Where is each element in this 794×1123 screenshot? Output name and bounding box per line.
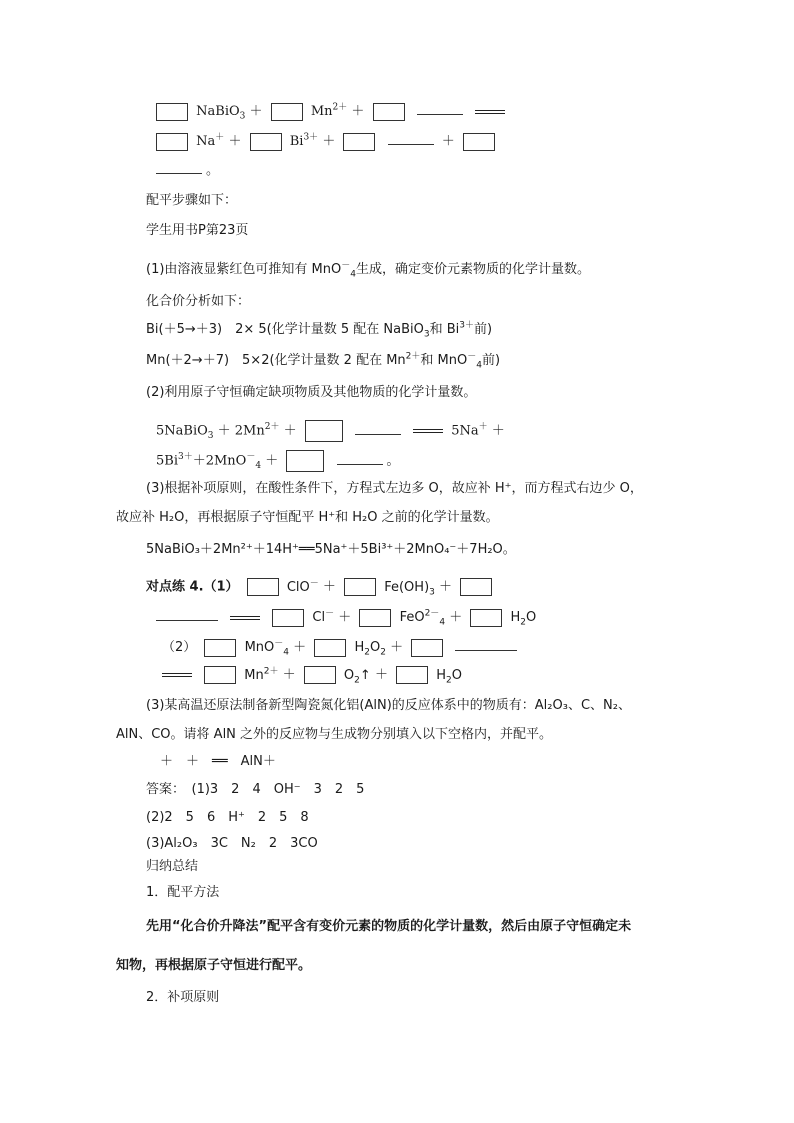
fill-blank[interactable]: [355, 421, 401, 435]
answer-box[interactable]: [305, 420, 343, 442]
fill-blank[interactable]: [156, 160, 202, 174]
summary-para1-line1: 先用“化合价升降法”配平含有变价元素的物质的化学计量数，然后由原子守恒确定未: [146, 919, 632, 934]
answer-box[interactable]: [463, 133, 495, 151]
formula-mn: $Mn^{2+}$: [310, 102, 348, 119]
plus-sign: ＋: [249, 104, 263, 119]
bi-analysis: Bi(＋5→＋3) 2× 5(化学计量数 5 配在 NaBiO$_3$和 $Bi^{3+}$前): [146, 320, 493, 340]
step3-line1: (3)根据补项原则，在酸性条件下，方程式左边多 O，故应补 H⁺，而方程式右边少 O，: [146, 481, 643, 496]
answer-box[interactable]: [304, 666, 336, 684]
answer-box[interactable]: [314, 639, 346, 657]
summary-item2: 2．补项原则: [146, 990, 220, 1005]
step3-line2: 故应补 H₂O，再根据原子守恒配平 H⁺和 H₂O 之前的化学计量数。: [116, 510, 499, 525]
fill-blank[interactable]: [388, 131, 434, 145]
formula-na: Na＋: [196, 132, 225, 149]
answer-box[interactable]: [204, 639, 236, 657]
answer-box[interactable]: [470, 609, 502, 627]
eq1-row1: [156, 101, 509, 121]
steps-heading: 配平步骤如下：: [146, 193, 238, 208]
practice-q1-row1: 对点练 4.（1） $ClO^- + Fe(OH)_3$ ＋: [146, 578, 496, 597]
answer-box[interactable]: [373, 103, 405, 121]
eq1-row3: [156, 160, 219, 180]
formula-bi: $Bi^{3+}$: [289, 132, 319, 149]
practice-q3-line2: AlN、CO。请将 AlN 之外的反应物与生成物分别填入以下空格内，并配平。: [116, 727, 553, 742]
answers-line2: (2)2 5 6 H⁺ 2 5 8: [146, 810, 309, 825]
summary-para1-line2: 知物，再根据原子守恒进行配平。: [116, 958, 312, 973]
eq2-row2: $5Bi^{3+}+2MnO^-_4$ ＋ 。: [156, 450, 400, 472]
final-equation: 5NaBiO₃＋2Mn²⁺＋14H⁺══5Na⁺＋5Bi³⁺＋2MnO₄⁻＋7H₂O。: [146, 542, 516, 557]
equals-sign: [413, 427, 443, 435]
answer-box[interactable]: [250, 133, 282, 151]
answer-box[interactable]: [272, 609, 304, 627]
period: 。: [206, 163, 220, 178]
answer-box[interactable]: [204, 666, 236, 684]
answers-line3: (3)Al₂O₃ 3C N₂ 2 3CO: [146, 836, 318, 851]
answer-box[interactable]: [460, 578, 492, 596]
equals-sign: [475, 108, 505, 116]
plus-sign: ＋: [351, 104, 365, 119]
plus-sign: ＋: [228, 134, 242, 149]
analysis-heading: 化合价分析如下：: [146, 294, 251, 309]
summary-item1: 1．配平方法: [146, 885, 220, 900]
answer-box[interactable]: [271, 103, 303, 121]
plus-sign: ＋: [322, 134, 336, 149]
fill-blank[interactable]: [455, 637, 517, 651]
answer-box[interactable]: [156, 103, 188, 121]
step1-text: (1)由溶液显紫红色可推知有 MnO－$_4$生成，确定变价元素物质的化学计量数。: [146, 260, 591, 280]
answer-box[interactable]: [156, 133, 188, 151]
equals-sign: [162, 671, 192, 679]
fill-blank[interactable]: [156, 607, 218, 621]
plus-sign: ＋: [441, 134, 455, 149]
equals-sign: [230, 614, 260, 622]
practice-q2-row2: $Mn^{2+}$ ＋ $O_2↑ + H_2O$: [162, 666, 462, 685]
summary-heading: 归纳总结: [146, 859, 199, 874]
answer-box[interactable]: [247, 578, 279, 596]
answer-box[interactable]: [343, 133, 375, 151]
student-book-ref: 学生用书P第23页: [146, 223, 249, 238]
answer-box[interactable]: [286, 450, 324, 472]
practice-q1-row2: $Cl^- + FeO^{2-}_4 + H_2O$: [156, 607, 536, 627]
fill-blank[interactable]: [417, 101, 463, 115]
step2-text: (2)利用原子守恒确定缺项物质及其他物质的化学计量数。: [146, 385, 477, 400]
answer-box[interactable]: [411, 639, 443, 657]
answer-box[interactable]: [396, 666, 428, 684]
answer-box[interactable]: [344, 578, 376, 596]
answer-box[interactable]: [359, 609, 391, 627]
mn-analysis: Mn(＋2→＋7) 5×2(化学计量数 2 配在 $Mn^{2+}$和 MnO－$_4$前): [146, 351, 501, 371]
formula-nabio3: NaBiO$_3$: [196, 104, 246, 122]
answers-line1: 答案： (1)3 2 4 OH⁻ 3 2 5: [146, 782, 365, 797]
eq2-row1: 5NaBiO$_3$ ＋ $2Mn^{2+}$ ＋ 5Na＋ ＋: [156, 420, 505, 442]
eq1-row2: [156, 131, 499, 151]
practice-q2-row1: （2） $MnO^-_4 + H_2O_2$ ＋: [162, 637, 521, 657]
fill-blank[interactable]: [337, 451, 383, 465]
practice-q3-template: ＋ ＋ ══ AlN＋: [160, 754, 276, 769]
practice-q3-line1: (3)某高温还原法制备新型陶瓷氮化铝(AlN)的反应体系中的物质有：Al₂O₃、C、N₂、: [146, 698, 631, 713]
